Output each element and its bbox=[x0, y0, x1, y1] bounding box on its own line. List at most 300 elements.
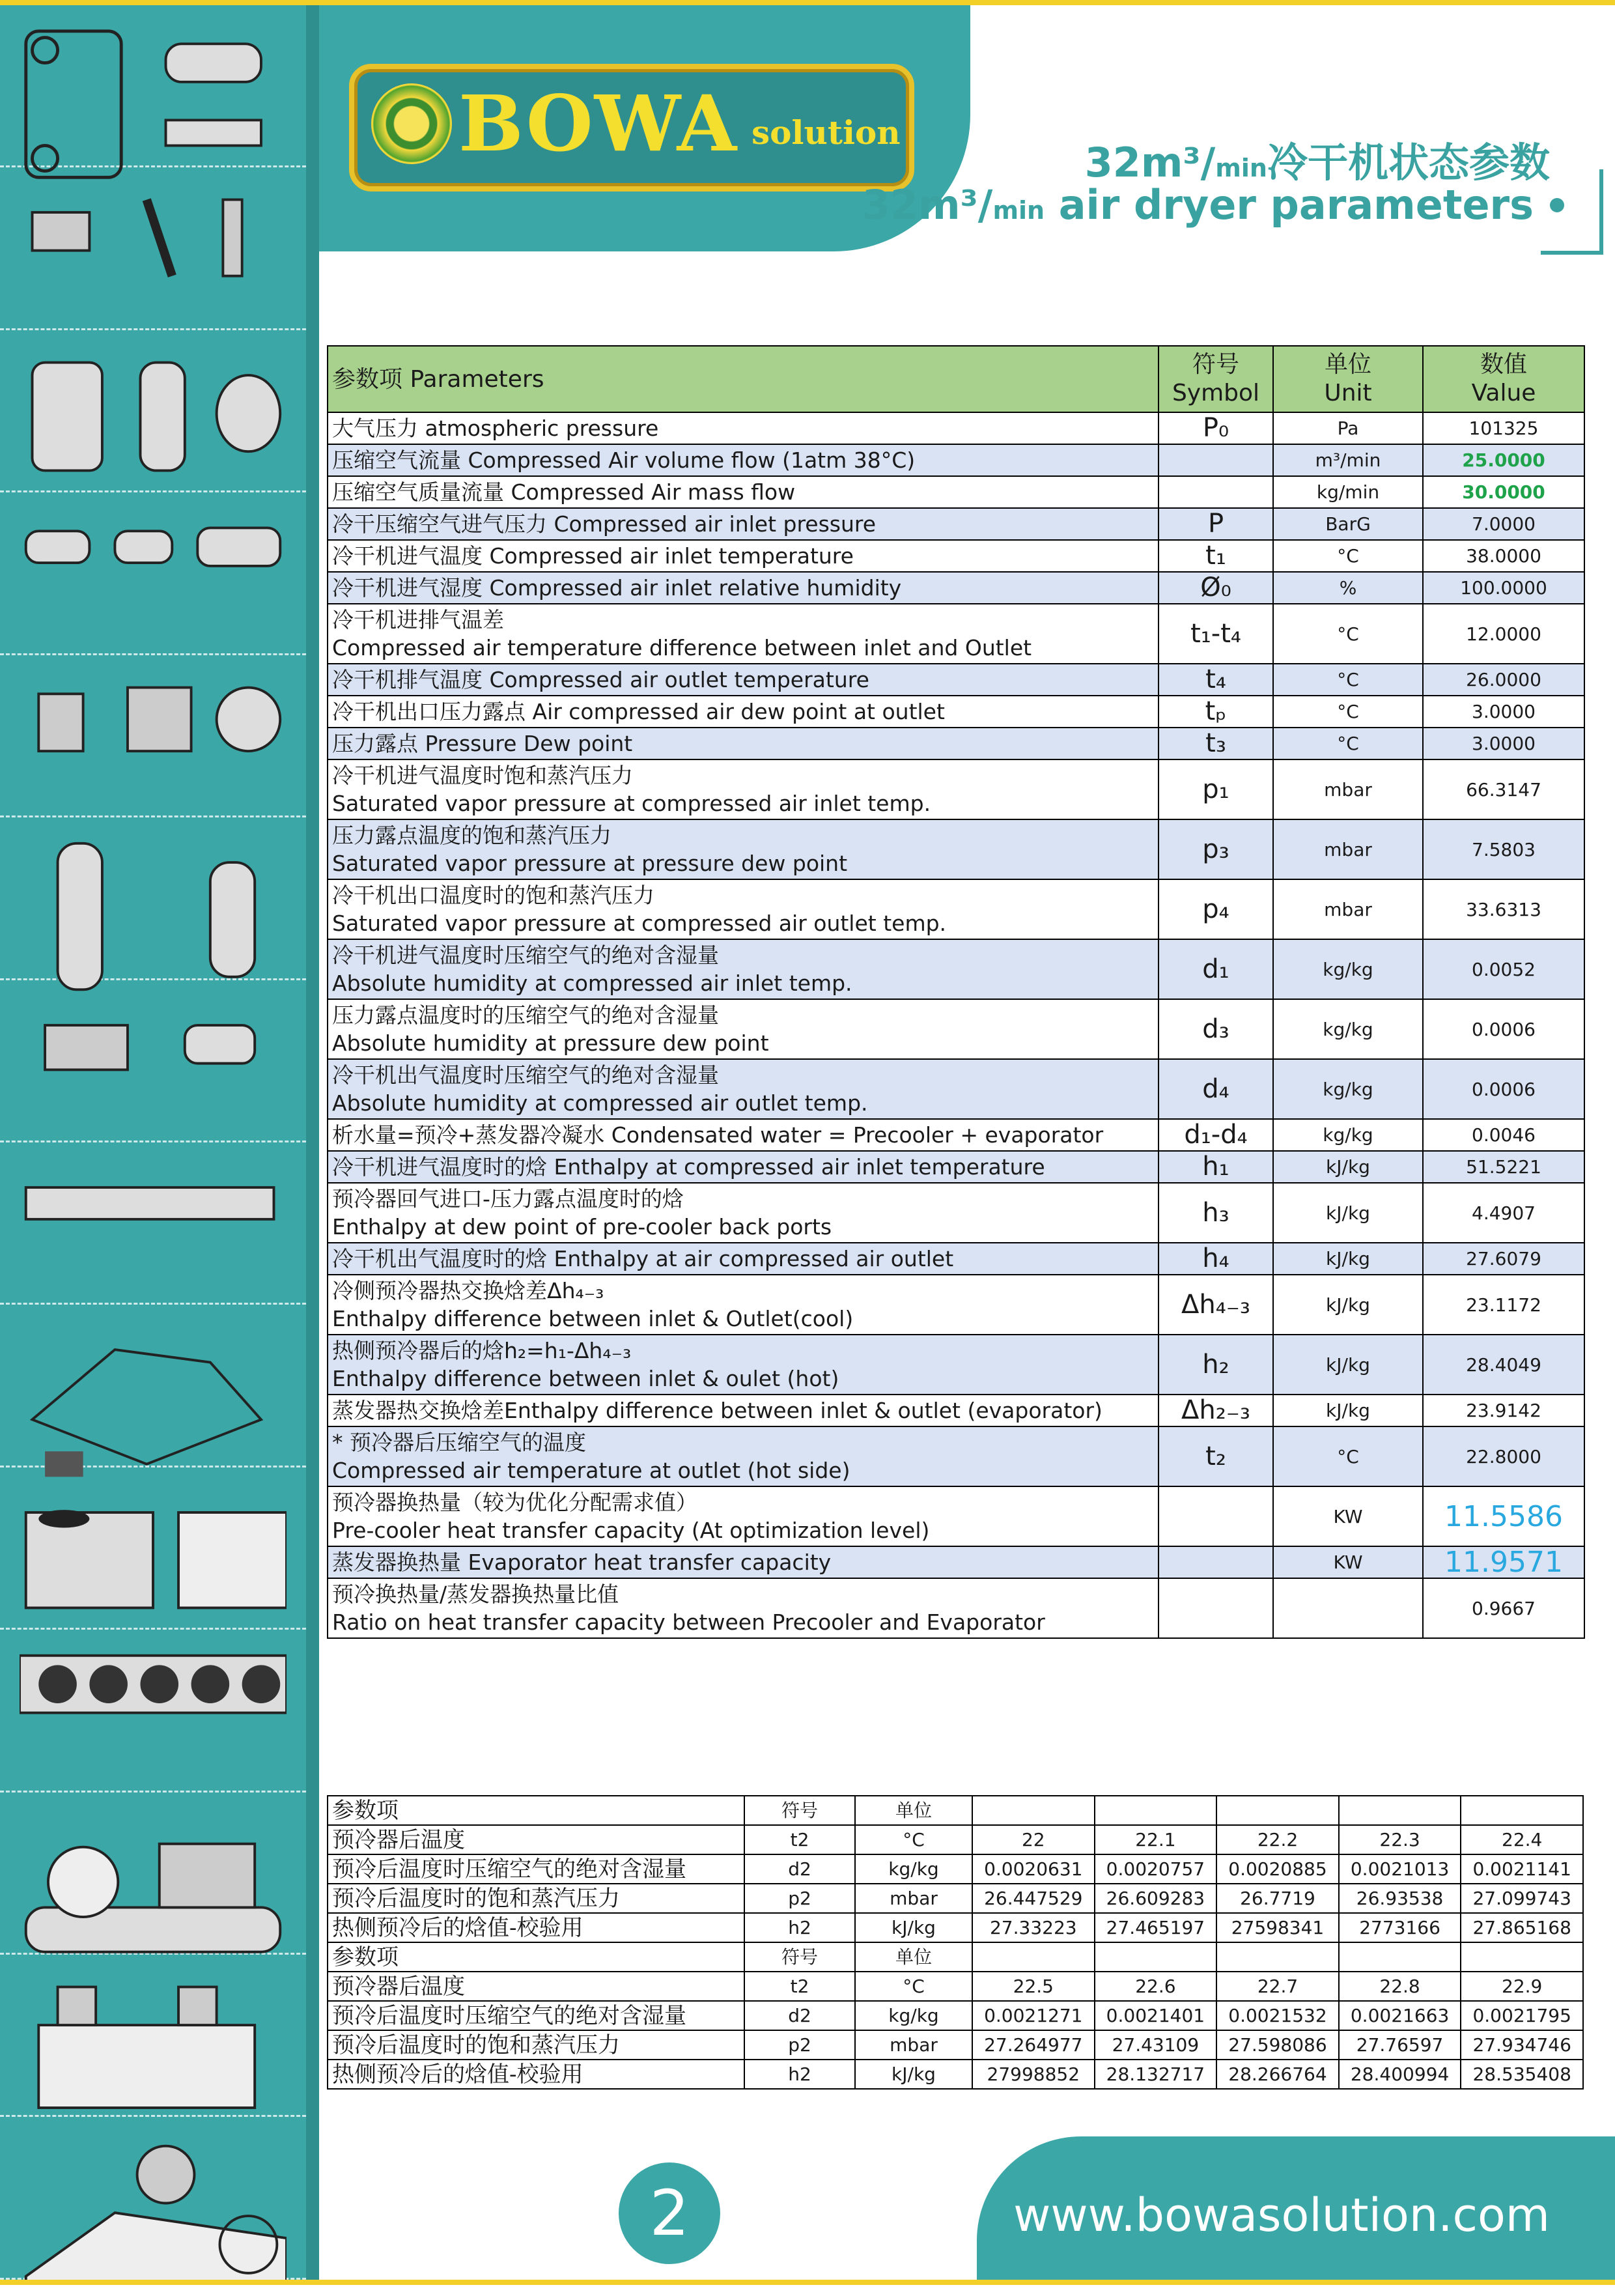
symbol-cell: p₄ bbox=[1159, 879, 1273, 939]
param-label: 冷干机进气温度时的焓 Enthalpy at compressed air inlet temperature bbox=[332, 1154, 1045, 1180]
param-cell bbox=[328, 696, 1159, 728]
param-label: 冷干机进气温度时压缩空气的绝对含湿量 bbox=[332, 942, 719, 968]
param-label-en: Pre-cooler heat transfer capacity (At optimization level) bbox=[332, 1518, 930, 1543]
sub-value: 22.1 bbox=[1095, 1825, 1217, 1854]
sidebar-cell bbox=[0, 655, 306, 817]
sidebar-cell bbox=[0, 817, 306, 980]
value-cell: 51.5221 bbox=[1423, 1151, 1584, 1183]
param-label-en: Saturated vapor pressure at compressed air inlet temp. bbox=[332, 791, 931, 816]
sub-value: 27.465197 bbox=[1095, 1913, 1217, 1942]
param-label-en: Absolute humidity at compressed air inlet temp. bbox=[332, 971, 852, 996]
sub-unit: mbar bbox=[855, 1884, 972, 1913]
param-cell bbox=[328, 1059, 1159, 1119]
sub-value: 26.93538 bbox=[1339, 1884, 1461, 1913]
sub-value: 0.0021663 bbox=[1339, 2001, 1461, 2030]
table-row bbox=[328, 1183, 1584, 1243]
sub-sym: h2 bbox=[744, 2060, 855, 2089]
sight-glass-icon bbox=[20, 675, 287, 834]
sub-value: 22.3 bbox=[1339, 1825, 1461, 1854]
value-cell: 25.0000 bbox=[1423, 444, 1584, 476]
symbol-cell: Ø₀ bbox=[1159, 572, 1273, 604]
sidebar-cell bbox=[0, 2117, 306, 2279]
param-label: 压缩空气流量 Compressed Air volume flow (1atm 38°C) bbox=[332, 447, 916, 473]
page-title-cn: 32m³/min冷干机状态参数 bbox=[1084, 139, 1550, 186]
param-cell bbox=[328, 1151, 1159, 1183]
exploded-view-icon bbox=[20, 1324, 287, 1483]
condensing-unit-icon bbox=[20, 1487, 287, 1646]
sub-sym: h2 bbox=[744, 1913, 855, 1942]
sidebar-cell bbox=[0, 492, 306, 655]
sub-value: 0.0020631 bbox=[972, 1854, 1095, 1884]
param-label: 预冷器回气进口-压力露点温度时的焓 bbox=[332, 1186, 684, 1212]
sub-header-row bbox=[328, 1942, 1583, 1972]
logo-suffix: solution bbox=[751, 113, 901, 152]
param-cell bbox=[328, 664, 1159, 696]
table-row bbox=[328, 540, 1584, 572]
symbol-cell: P₀ bbox=[1159, 412, 1273, 444]
sidebar-cell bbox=[0, 1305, 306, 1467]
sub-label: 预冷后温度时压缩空气的绝对含湿量 bbox=[328, 2001, 744, 2030]
param-label: * 预冷器后压缩空气的温度 bbox=[332, 1430, 586, 1455]
param-label: 冷干压缩空气进气压力 Compressed air inlet pressure bbox=[332, 511, 877, 537]
unit-cell: kg/kg bbox=[1273, 999, 1423, 1059]
header-unit: 单位 Unit bbox=[1273, 346, 1423, 412]
unit-cell: KW bbox=[1273, 1546, 1423, 1578]
sub-row bbox=[328, 1884, 1583, 1913]
page-number: 2 bbox=[619, 2162, 720, 2264]
param-cell bbox=[328, 476, 1159, 508]
symbol-cell: h₁ bbox=[1159, 1151, 1273, 1183]
value-cell: 11.9571 bbox=[1423, 1546, 1584, 1578]
symbol-cell: Δh₂₋₃ bbox=[1159, 1395, 1273, 1426]
param-label-en: Absolute humidity at pressure dew point bbox=[332, 1030, 769, 1056]
sub-row bbox=[328, 2060, 1583, 2089]
table-row bbox=[328, 759, 1584, 819]
symbol-cell bbox=[1159, 476, 1273, 508]
param-label: 预冷器换热量（较为优化分配需求值） bbox=[332, 1490, 697, 1515]
sub-value: 27598341 bbox=[1216, 1913, 1339, 1942]
param-label: 热侧预冷器后的焓h₂=h₁-Δh₄₋₃ bbox=[332, 1338, 632, 1363]
table-row bbox=[328, 412, 1584, 444]
sub-sym: p2 bbox=[744, 2030, 855, 2060]
sub-value: 27.76597 bbox=[1339, 2030, 1461, 2060]
param-label-en: Enthalpy at dew point of pre-cooler back ports bbox=[332, 1214, 832, 1240]
symbol-cell bbox=[1159, 1546, 1273, 1578]
param-cell bbox=[328, 1119, 1159, 1151]
table-row bbox=[328, 476, 1584, 508]
param-label: 冷干机出口压力露点 Air compressed air dew point at outlet bbox=[332, 699, 945, 724]
sub-header-empty bbox=[1216, 1796, 1339, 1825]
symbol-cell: h₂ bbox=[1159, 1335, 1273, 1395]
unit-cell: kJ/kg bbox=[1273, 1275, 1423, 1335]
table-row bbox=[328, 879, 1584, 939]
sub-value: 22 bbox=[972, 1825, 1095, 1854]
symbol-cell: tₚ bbox=[1159, 696, 1273, 728]
symbol-cell: p₁ bbox=[1159, 759, 1273, 819]
sub-sym: p2 bbox=[744, 1884, 855, 1913]
sub-unit: °C bbox=[855, 1972, 972, 2001]
sub-value: 22.8 bbox=[1339, 1972, 1461, 2001]
unit-cell: kJ/kg bbox=[1273, 1151, 1423, 1183]
sub-value: 28.132717 bbox=[1095, 2060, 1217, 2089]
sub-header-sym: 符号 bbox=[744, 1796, 855, 1825]
sub-value: 0.0021013 bbox=[1339, 1854, 1461, 1884]
unit-cell: kJ/kg bbox=[1273, 1243, 1423, 1275]
param-label: 冷干机出气温度时的焓 Enthalpy at air compressed air outlet bbox=[332, 1246, 954, 1271]
sub-value: 22.7 bbox=[1216, 1972, 1339, 2001]
param-cell bbox=[328, 819, 1159, 879]
value-cell: 23.1172 bbox=[1423, 1275, 1584, 1335]
param-label-en: Ratio on heat transfer capacity between Precooler and Evaporator bbox=[332, 1609, 1045, 1635]
sub-header-empty bbox=[1095, 1942, 1217, 1972]
param-label: 析水量=预冷+蒸发器冷凝水 Condensated water = Precooler + evaporator bbox=[332, 1122, 1104, 1148]
sub-row bbox=[328, 1854, 1583, 1884]
symbol-cell: p₃ bbox=[1159, 819, 1273, 879]
param-cell bbox=[328, 759, 1159, 819]
sub-value: 0.0020885 bbox=[1216, 1854, 1339, 1884]
sub-value: 27.33223 bbox=[972, 1913, 1095, 1942]
param-label: 压力露点 Pressure Dew point bbox=[332, 731, 633, 756]
sub-sym: d2 bbox=[744, 2001, 855, 2030]
sub-label: 预冷后温度时的饱和蒸汽压力 bbox=[328, 2030, 744, 2060]
sidebar-stripe bbox=[306, 5, 319, 2280]
sub-unit: °C bbox=[855, 1825, 972, 1854]
unit-cell: °C bbox=[1273, 1426, 1423, 1486]
precooler-temperature-table bbox=[327, 1795, 1584, 2090]
sub-value: 26.7719 bbox=[1216, 1884, 1339, 1913]
header-param: 参数项 Parameters bbox=[328, 346, 1159, 412]
param-cell bbox=[328, 1243, 1159, 1275]
sub-sym: t2 bbox=[744, 1825, 855, 1854]
table-row bbox=[328, 1546, 1584, 1578]
fan-coil-icon bbox=[20, 1649, 287, 1808]
unit-cell: kJ/kg bbox=[1273, 1183, 1423, 1243]
value-cell: 7.5803 bbox=[1423, 819, 1584, 879]
sub-header-unit: 单位 bbox=[855, 1796, 972, 1825]
value-cell: 33.6313 bbox=[1423, 879, 1584, 939]
param-cell bbox=[328, 999, 1159, 1059]
sub-value: 28.266764 bbox=[1216, 2060, 1339, 2089]
value-cell: 7.0000 bbox=[1423, 508, 1584, 540]
table-row bbox=[328, 1275, 1584, 1335]
sub-header-empty bbox=[972, 1942, 1095, 1972]
param-label-en: Saturated vapor pressure at compressed air outlet temp. bbox=[332, 911, 947, 936]
sub-sym: d2 bbox=[744, 1854, 855, 1884]
sub-value: 22.9 bbox=[1461, 1972, 1583, 2001]
symbol-cell: t₃ bbox=[1159, 728, 1273, 759]
param-label-en: Compressed air temperature at outlet (hot side) bbox=[332, 1458, 850, 1483]
value-cell: 4.4907 bbox=[1423, 1183, 1584, 1243]
sub-row bbox=[328, 2001, 1583, 2030]
value-cell: 26.0000 bbox=[1423, 664, 1584, 696]
symbol-cell bbox=[1159, 1578, 1273, 1638]
sub-value: 0.0021401 bbox=[1095, 2001, 1217, 2030]
unit-cell: kJ/kg bbox=[1273, 1335, 1423, 1395]
param-label-en: Compressed air temperature difference between inlet and Outlet bbox=[332, 635, 1032, 660]
value-cell: 11.5586 bbox=[1423, 1486, 1584, 1546]
table-row bbox=[328, 1486, 1584, 1546]
title-bracket bbox=[1541, 169, 1603, 255]
sub-header-empty bbox=[972, 1796, 1095, 1825]
param-label-en: Enthalpy difference between inlet & oulet (hot) bbox=[332, 1366, 839, 1391]
sub-header-empty bbox=[1339, 1796, 1461, 1825]
sub-value: 26.447529 bbox=[972, 1884, 1095, 1913]
table-header-row bbox=[328, 346, 1584, 412]
unit-cell: mbar bbox=[1273, 879, 1423, 939]
param-cell bbox=[328, 1578, 1159, 1638]
param-label: 冷干机进气温度时饱和蒸汽压力 bbox=[332, 763, 633, 788]
sidebar-cell bbox=[0, 1793, 306, 1955]
param-label-en: Enthalpy difference between inlet & Outlet(cool) bbox=[332, 1306, 854, 1331]
value-cell: 0.9667 bbox=[1423, 1578, 1584, 1638]
parameters-table bbox=[327, 345, 1585, 1639]
param-cell bbox=[328, 1546, 1159, 1578]
value-cell: 12.0000 bbox=[1423, 604, 1584, 664]
symbol-cell bbox=[1159, 1486, 1273, 1546]
symbol-cell: t₁-t₄ bbox=[1159, 604, 1273, 664]
unit-cell: % bbox=[1273, 572, 1423, 604]
sub-value: 22.2 bbox=[1216, 1825, 1339, 1854]
bottom-accent-line bbox=[0, 2280, 1615, 2285]
unit-cell: m³/min bbox=[1273, 444, 1423, 476]
unit-cell: mbar bbox=[1273, 819, 1423, 879]
value-cell: 0.0006 bbox=[1423, 1059, 1584, 1119]
logo-medal-icon bbox=[371, 83, 452, 164]
param-label: 冷干机出气温度时压缩空气的绝对含湿量 bbox=[332, 1062, 719, 1088]
sub-header-unit: 单位 bbox=[855, 1942, 972, 1972]
valve-icon bbox=[20, 187, 287, 346]
table-row bbox=[328, 1395, 1584, 1426]
param-label: 压缩空气质量流量 Compressed Air mass flow bbox=[332, 479, 796, 505]
sub-header-empty bbox=[1339, 1942, 1461, 1972]
unit-cell: mbar bbox=[1273, 759, 1423, 819]
param-label: 蒸发器热交换焓差Enthalpy difference between inlet & outlet (evaporator) bbox=[332, 1398, 1102, 1423]
value-cell: 30.0000 bbox=[1423, 476, 1584, 508]
param-label: 冷侧预冷器热交换焓差Δh₄₋₃ bbox=[332, 1278, 604, 1303]
param-label: 预冷换热量/蒸发器换热量比值 bbox=[332, 1581, 619, 1607]
sub-value: 26.609283 bbox=[1095, 1884, 1217, 1913]
sub-label: 预冷后温度时压缩空气的绝对含湿量 bbox=[328, 1854, 744, 1884]
unit-cell: °C bbox=[1273, 696, 1423, 728]
filter-drier-icon bbox=[20, 512, 287, 671]
condenser-tube-icon bbox=[20, 1162, 287, 1321]
sidebar-cell bbox=[0, 1630, 306, 1792]
param-cell bbox=[328, 939, 1159, 999]
sidebar-cell bbox=[0, 5, 306, 167]
param-cell bbox=[328, 572, 1159, 604]
symbol-cell: h₄ bbox=[1159, 1243, 1273, 1275]
product-sidebar bbox=[0, 5, 319, 2280]
bowa-logo bbox=[349, 64, 914, 191]
param-label: 冷干机进气湿度 Compressed air inlet relative humidity bbox=[332, 575, 902, 601]
param-cell bbox=[328, 444, 1159, 476]
symbol-cell: d₄ bbox=[1159, 1059, 1273, 1119]
sub-header-empty bbox=[1095, 1796, 1217, 1825]
sub-label: 热侧预冷后的焓值-校验用 bbox=[328, 2060, 744, 2089]
unit-cell: kg/min bbox=[1273, 476, 1423, 508]
param-label-en: Saturated vapor pressure at pressure dew point bbox=[332, 851, 848, 876]
page-title-en: 32m³/min air dryer parameters bbox=[862, 181, 1534, 229]
value-cell: 66.3147 bbox=[1423, 759, 1584, 819]
unit-cell: kJ/kg bbox=[1273, 1395, 1423, 1426]
top-accent-line bbox=[0, 0, 1615, 5]
sub-label: 预冷器后温度 bbox=[328, 1825, 744, 1854]
sub-row bbox=[328, 1972, 1583, 2001]
sidebar-cell bbox=[0, 1467, 306, 1630]
value-cell: 3.0000 bbox=[1423, 728, 1584, 759]
sub-value: 22.6 bbox=[1095, 1972, 1217, 2001]
logo-brand: BOWA bbox=[458, 78, 738, 169]
sub-value: 27.43109 bbox=[1095, 2030, 1217, 2060]
unit-cell bbox=[1273, 1578, 1423, 1638]
sub-value: 2773166 bbox=[1339, 1913, 1461, 1942]
symbol-cell: d₃ bbox=[1159, 999, 1273, 1059]
table-row bbox=[328, 1243, 1584, 1275]
sub-value: 27.264977 bbox=[972, 2030, 1095, 2060]
sub-value: 28.535408 bbox=[1461, 2060, 1583, 2089]
value-cell: 38.0000 bbox=[1423, 540, 1584, 572]
chiller-unit-icon bbox=[20, 2136, 287, 2295]
table-row bbox=[328, 664, 1584, 696]
table-row bbox=[328, 939, 1584, 999]
sub-header-sym: 符号 bbox=[744, 1942, 855, 1972]
rack-unit-icon bbox=[20, 1974, 287, 2133]
sub-value: 28.400994 bbox=[1339, 2060, 1461, 2089]
sidebar-cell bbox=[0, 330, 306, 492]
symbol-cell bbox=[1159, 444, 1273, 476]
separator-icon bbox=[20, 837, 287, 996]
value-cell: 101325 bbox=[1423, 412, 1584, 444]
sub-header-empty bbox=[1461, 1942, 1583, 1972]
sub-label: 预冷后温度时的饱和蒸汽压力 bbox=[328, 1884, 744, 1913]
table-row bbox=[328, 508, 1584, 540]
symbol-cell: t₂ bbox=[1159, 1426, 1273, 1486]
sub-header-param: 参数项 bbox=[328, 1942, 744, 1972]
header-value: 数值 Value bbox=[1423, 346, 1584, 412]
unit-cell: °C bbox=[1273, 540, 1423, 572]
website-link[interactable]: www.bowasolution.com bbox=[1013, 2189, 1550, 2242]
table-row bbox=[328, 1335, 1584, 1395]
value-cell: 28.4049 bbox=[1423, 1335, 1584, 1395]
param-cell bbox=[328, 1275, 1159, 1335]
param-cell bbox=[328, 1426, 1159, 1486]
sub-row bbox=[328, 1913, 1583, 1942]
symbol-cell: t₁ bbox=[1159, 540, 1273, 572]
sub-unit: kJ/kg bbox=[855, 1913, 972, 1942]
unit-cell: BarG bbox=[1273, 508, 1423, 540]
sub-value: 22.4 bbox=[1461, 1825, 1583, 1854]
symbol-cell: t₄ bbox=[1159, 664, 1273, 696]
param-cell bbox=[328, 1486, 1159, 1546]
sidebar-cell bbox=[0, 1955, 306, 2117]
sub-header-empty bbox=[1216, 1942, 1339, 1972]
sub-value: 27.934746 bbox=[1461, 2030, 1583, 2060]
unit-cell: kg/kg bbox=[1273, 939, 1423, 999]
value-cell: 22.8000 bbox=[1423, 1426, 1584, 1486]
param-label: 压力露点温度的饱和蒸汽压力 bbox=[332, 823, 611, 848]
param-label: 冷干机进气温度 Compressed air inlet temperature bbox=[332, 543, 854, 569]
sub-header-param: 参数项 bbox=[328, 1796, 744, 1825]
compressor-unit-icon bbox=[20, 1812, 287, 1971]
unit-cell: kg/kg bbox=[1273, 1119, 1423, 1151]
table-row bbox=[328, 1119, 1584, 1151]
sidebar-cell bbox=[0, 980, 306, 1142]
value-cell: 27.6079 bbox=[1423, 1243, 1584, 1275]
symbol-cell: d₁ bbox=[1159, 939, 1273, 999]
value-cell: 23.9142 bbox=[1423, 1395, 1584, 1426]
param-cell bbox=[328, 1395, 1159, 1426]
sub-unit: mbar bbox=[855, 2030, 972, 2060]
table-row bbox=[328, 1151, 1584, 1183]
sidebar-cell bbox=[0, 1142, 306, 1305]
sub-row bbox=[328, 1825, 1583, 1854]
table-row bbox=[328, 1059, 1584, 1119]
sub-label: 预冷器后温度 bbox=[328, 1972, 744, 2001]
symbol-cell: h₃ bbox=[1159, 1183, 1273, 1243]
table-row bbox=[328, 728, 1584, 759]
symbol-cell: P bbox=[1159, 508, 1273, 540]
value-cell: 100.0000 bbox=[1423, 572, 1584, 604]
param-label: 冷干机进排气温差 bbox=[332, 607, 504, 632]
value-cell: 0.0046 bbox=[1423, 1119, 1584, 1151]
symbol-cell: d₁-d₄ bbox=[1159, 1119, 1273, 1151]
param-cell bbox=[328, 879, 1159, 939]
table-row bbox=[328, 819, 1584, 879]
sub-value: 0.0021795 bbox=[1461, 2001, 1583, 2030]
table-row bbox=[328, 1578, 1584, 1638]
sub-value: 0.0021271 bbox=[972, 2001, 1095, 2030]
sub-value: 27.598086 bbox=[1216, 2030, 1339, 2060]
unit-cell: kg/kg bbox=[1273, 1059, 1423, 1119]
param-label: 冷干机排气温度 Compressed air outlet temperature bbox=[332, 667, 869, 692]
sub-sym: t2 bbox=[744, 1972, 855, 2001]
param-label: 冷干机出口温度时的饱和蒸汽压力 bbox=[332, 883, 654, 908]
sidebar-cell bbox=[0, 167, 306, 330]
param-cell bbox=[328, 412, 1159, 444]
param-cell bbox=[328, 508, 1159, 540]
value-cell: 0.0052 bbox=[1423, 939, 1584, 999]
value-cell: 3.0000 bbox=[1423, 696, 1584, 728]
table-row bbox=[328, 444, 1584, 476]
param-cell bbox=[328, 1335, 1159, 1395]
unit-cell: °C bbox=[1273, 604, 1423, 664]
sub-label: 热侧预冷后的焓值-校验用 bbox=[328, 1913, 744, 1942]
sub-row bbox=[328, 2030, 1583, 2060]
sub-value: 0.0021141 bbox=[1461, 1854, 1583, 1884]
symbol-cell: Δh₄₋₃ bbox=[1159, 1275, 1273, 1335]
sub-header-empty bbox=[1461, 1796, 1583, 1825]
sub-value: 27.865168 bbox=[1461, 1913, 1583, 1942]
table-row bbox=[328, 999, 1584, 1059]
sub-value: 0.0021532 bbox=[1216, 2001, 1339, 2030]
solenoid-valve-icon bbox=[20, 1000, 287, 1159]
sub-unit: kg/kg bbox=[855, 2001, 972, 2030]
unit-cell: °C bbox=[1273, 728, 1423, 759]
param-label-en: Absolute humidity at compressed air outlet temp. bbox=[332, 1090, 868, 1116]
sub-value: 0.0020757 bbox=[1095, 1854, 1217, 1884]
receiver-icon bbox=[20, 350, 287, 509]
sub-header-row bbox=[328, 1796, 1583, 1825]
heat-exchanger-icon bbox=[20, 25, 287, 184]
table-row bbox=[328, 604, 1584, 664]
sub-value: 27998852 bbox=[972, 2060, 1095, 2089]
value-cell: 0.0006 bbox=[1423, 999, 1584, 1059]
table-row bbox=[328, 572, 1584, 604]
sub-value: 27.099743 bbox=[1461, 1884, 1583, 1913]
sub-value: 22.5 bbox=[972, 1972, 1095, 2001]
param-label: 大气压力 atmospheric pressure bbox=[332, 416, 659, 441]
param-cell bbox=[328, 1183, 1159, 1243]
